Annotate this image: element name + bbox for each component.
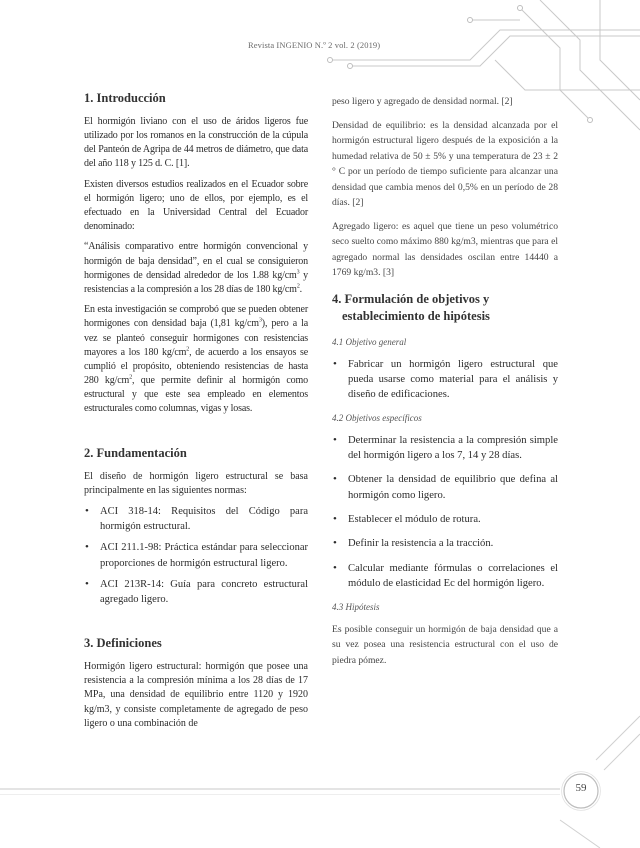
text-run: ), pero a la vez se planteó conseguir hormigones con resistencias mayores a los 180 kg/cm (84, 318, 308, 358)
subsection-label: 4.3 Hipótesis (332, 601, 380, 612)
text-run: y resistencias a la compresión a los 28 días de 180 kg/cm (84, 269, 308, 295)
subsection-label: 4.2 Objetivos específicos (332, 412, 422, 423)
list-item (84, 504, 308, 534)
text-run: En esta investigación se comprobó que se pueden obtener hormigones con densidad baja (1,81 kg/cm (84, 304, 308, 330)
circuit-line (600, 0, 640, 100)
text-run: . (299, 283, 303, 295)
list-item-text: Fabricar un hormigón ligero estructural que pueda usarse como material para el análisis y diseño de edificaciones. (348, 358, 558, 401)
circuit-node (328, 58, 333, 63)
left-column (84, 90, 308, 737)
superscript: 3 (258, 317, 262, 324)
general-objectives-list (332, 357, 558, 403)
superscript: 3 (296, 269, 300, 276)
section-title-objetivos (332, 291, 558, 325)
running-head: Revista INGENIO N.º 2 vol. 2 (2019) (248, 40, 381, 50)
specific-objectives-list (332, 433, 558, 592)
section-title-introduccion: 1. Introducción (84, 91, 166, 105)
text-run: “Análisis comparativo entre hormigón convencional y hormigón de baja densidad”, en el cual se consiguieron hormigones de densidad alrededor de los 1.88 kg/cm (84, 241, 308, 281)
paragraph: Es posible conseguir un hormigón de baja densidad que a su vez posea una resistencia estructural con el uso de piedra pómez. (332, 623, 558, 666)
paragraph: peso ligero y agregado de densidad normal. [2] (332, 96, 513, 107)
list-item-text: ACI 318-14: Requisitos del Código para hormigón estructural. (100, 505, 308, 533)
paragraph: Existen diversos estudios realizados en el Ecuador sobre el hormigón ligero; uno de ellos, por ejemplo, es el efectuado en la Universidad Central del Ecuador denominado: (84, 178, 308, 233)
superscript: 2 (129, 374, 133, 381)
list-item (332, 357, 558, 403)
list-item-text: Determinar la resistencia a la compresión simple del hormigón ligero a los 7, 14 y 28 días. (348, 434, 558, 462)
bullet-icon: • (333, 513, 337, 526)
bullet-icon: • (333, 433, 337, 446)
superscript: 2 (296, 283, 300, 290)
superscript: 2 (186, 346, 190, 353)
title-line: 4. Formulación de objetivos y (332, 291, 490, 306)
circuit-node (468, 18, 473, 23)
spacer (84, 617, 308, 635)
list-item-text: ACI 213R-14: Guía para concreto estructural agregado ligero. (100, 578, 308, 605)
text-run: , de acuerdo a los ensayos se cumplió el propósito, obteniendo resistencias de hasta 280 kg/cm (84, 346, 309, 387)
bullet-icon: • (333, 357, 337, 370)
list-item-text: Definir la resistencia a la tracción. (348, 538, 494, 550)
list-item (84, 577, 308, 607)
circuit-line (560, 820, 600, 848)
paragraph (84, 303, 308, 417)
bullet-icon: • (333, 561, 337, 574)
list-item-text: Calcular mediante fórmulas o correlaciones el módulo de elasticidad Ec del hormigón ligero. (348, 562, 558, 590)
section-title-definiciones: 3. Definiciones (84, 636, 162, 651)
list-item (332, 472, 558, 503)
circuit-node (518, 6, 523, 11)
bullet-icon: • (85, 504, 89, 517)
bullet-icon: • (333, 537, 337, 550)
footer-band (0, 788, 560, 790)
paragraph: Hormigón ligero estructural: hormigón que posee una resistencia a la compresión mínima a los 28 días de 17 MPa, una densidad de equilibrio entre 1120 y 1920 kg/m3, y consiste completamente de agregado de peso ligero o una combinación de (84, 661, 308, 729)
circuit-line (604, 734, 640, 770)
page-number: 59 (575, 782, 587, 794)
right-column (332, 94, 558, 674)
paragraph (84, 240, 308, 297)
list-item (84, 540, 308, 570)
circuit-line (596, 716, 640, 760)
paragraph: El diseño de hormigón ligero estructural se basa principalmente en las siguientes normas: (84, 470, 308, 496)
circuit-node (588, 118, 593, 123)
bullet-icon: • (85, 541, 89, 554)
paragraph: El hormigón liviano con el uso de áridos ligeros fue utilizado por los romanos en la construcción de la cúpula del Panteón de Agripa de 44 metros de diámetro, que data del año 118 y 125 d. C. [1]. (84, 115, 308, 170)
circuit-line (495, 60, 640, 90)
subsection-label: 4.1 Objetivo general (332, 336, 407, 347)
list-item (332, 512, 558, 527)
footer-band (0, 794, 560, 795)
text-run: , que permite definir al hormigón como estructural y que este sea empleado en elementos estructurales como columnas, vigas y losas. (84, 375, 308, 415)
circuit-node (348, 64, 353, 69)
list-item (332, 561, 558, 592)
norms-list (84, 504, 308, 607)
section-title-fundamentacion: 2. Fundamentación (84, 445, 187, 460)
list-item (332, 433, 558, 464)
list-item-text: Obtener la densidad de equilibrio que defina al hormigón como ligero. (348, 474, 558, 501)
bullet-icon: • (333, 473, 337, 486)
bullet-icon: • (85, 577, 89, 590)
list-item-text: ACI 211.1-98: Práctica estándar para seleccionar proporciones de hormigón estructural ligero. (100, 542, 308, 569)
list-item (332, 536, 558, 551)
spacer (84, 423, 308, 445)
list-item-text: Establecer el módulo de rotura. (348, 514, 481, 526)
paragraph: Agregado ligero: es aquel que tiene un peso volumétrico seco suelto como máximo 880 kg/m3, mientras que para el agregado normal las densidades oscilan entre 14440 a 1769 kg/m3. [3] (332, 220, 558, 279)
paragraph: Densidad de equilibrio: es la densidad alcanzada por el hormigón estructural ligero después de la exposición a la humedad relativa de 50 ± 5% y una temperatura de 23 ± 2 ° C por un período de tiempo suficiente para alcanzar una densidad que cambia menos del 0,5% en un período de 28 días. [2] (332, 119, 558, 209)
title-line: establecimiento de hipótesis (342, 308, 490, 323)
